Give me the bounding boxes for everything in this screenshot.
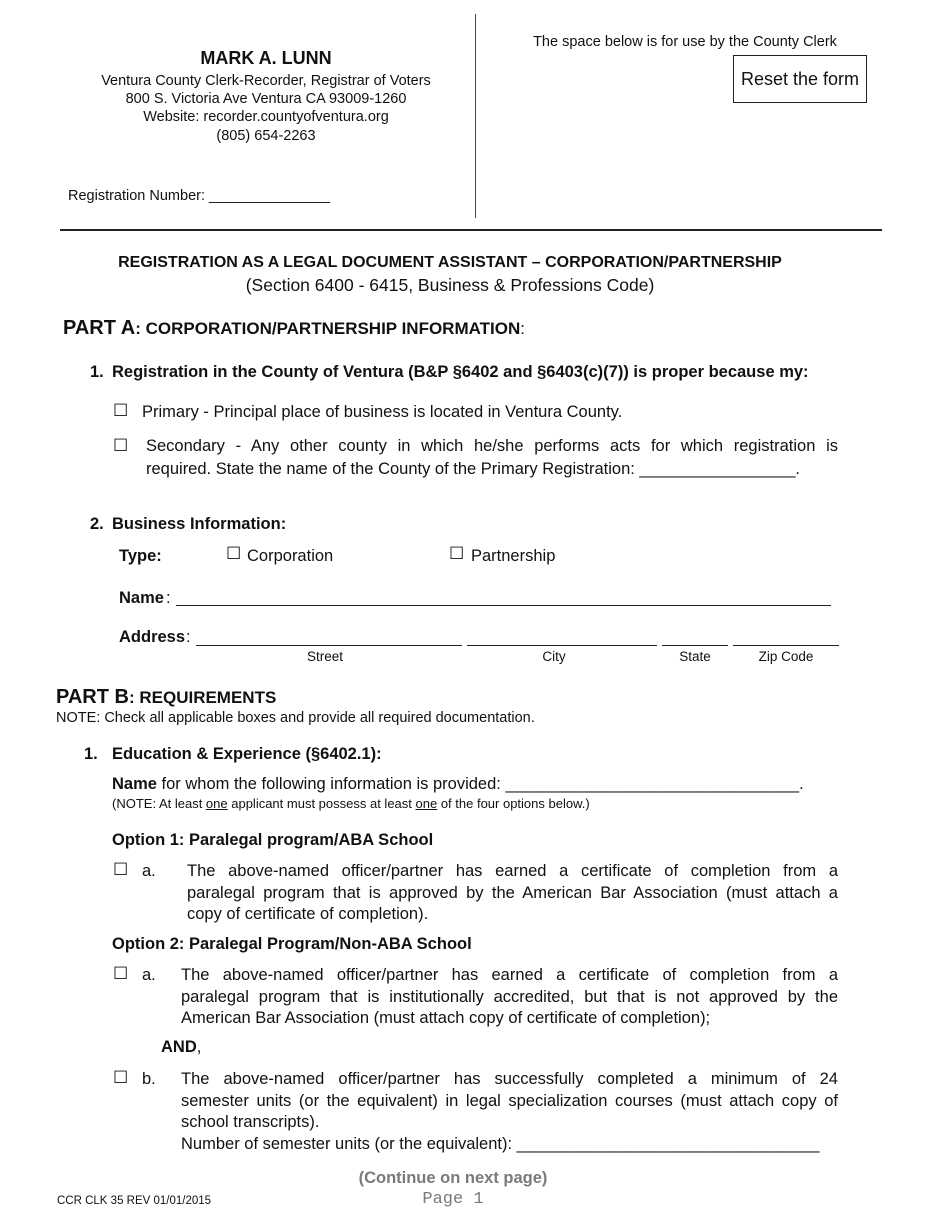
zip-input[interactable] — [733, 645, 839, 646]
a1-number: 1. — [90, 363, 104, 381]
zip-caption: Zip Code — [758, 649, 814, 664]
applicant-note-emph: one — [205, 796, 228, 811]
option2-b-line2: semester units (or the equivalent) in legal specialization courses (must attach copy of — [181, 1091, 838, 1110]
street-caption: Street — [306, 649, 344, 664]
secondary-option-line1: Secondary - Any other county in which he/she performs acts for which registration is — [146, 437, 838, 455]
partnership-checkbox[interactable]: ☐ — [449, 544, 465, 563]
state-input[interactable] — [662, 645, 728, 646]
corporation-checkbox[interactable]: ☐ — [226, 544, 242, 563]
clerk-use-note: The space below is for use by the County Clerk — [533, 34, 837, 50]
option2-b-text — [181, 1069, 838, 1155]
and-word: AND — [161, 1038, 197, 1056]
a1-question: Registration in the County of Ventura (B&P §6402 and §6403(c)(7)) is proper because my: — [112, 363, 809, 381]
clerk-website: Website: recorder.countyofventura.org — [143, 109, 389, 125]
part-a-title: : CORPORATION/PARTNERSHIP INFORMATION — [135, 319, 521, 338]
clerk-phone: (805) 654-2263 — [216, 128, 316, 144]
option2-b-letter: b. — [142, 1070, 156, 1088]
part-b-label: PART B — [56, 686, 129, 708]
part-a-colon: : — [520, 319, 525, 338]
header-divider — [475, 14, 476, 218]
page-number: Page 1 — [422, 1190, 484, 1209]
name-label: Name — [119, 589, 164, 607]
option1-a-line1: The above-named officer/partner has earned a certificate of completion from a — [187, 862, 838, 880]
applicant-note-emph: one — [415, 796, 438, 811]
option1-a-checkbox[interactable]: ☐ — [113, 860, 129, 879]
option2-a-letter: a. — [142, 966, 156, 984]
header-rule — [60, 229, 882, 231]
and-comma: , — [196, 1038, 202, 1056]
form-subtitle: (Section 6400 - 6415, Business & Professions Code) — [245, 275, 655, 295]
part-a-heading — [63, 317, 525, 340]
applicant-name-rest: for whom the following information is provided: ________________________________. — [156, 775, 804, 793]
registration-number-field[interactable]: Registration Number: _______________ — [68, 188, 330, 204]
continue-note: (Continue on next page) — [358, 1169, 548, 1187]
clerk-name: MARK A. LUNN — [200, 48, 332, 68]
applicant-name-label: Name — [112, 775, 157, 793]
applicant-note-part: (NOTE: At least — [112, 796, 206, 811]
applicant-note-part: of the four options below.) — [437, 796, 590, 811]
clerk-title: Ventura County Clerk-Recorder, Registrar of Voters — [101, 73, 431, 89]
secondary-option-line2[interactable]: required. State the name of the County of the Primary Registration: _________________. — [146, 460, 801, 478]
option2-a-line1: The above-named officer/partner has earned a certificate of completion from a — [181, 966, 838, 984]
option1-title: Option 1: Paralegal program/ABA School — [112, 831, 434, 849]
option1-a-line2: paralegal program that is approved by the American Bar Association (must attach a — [187, 883, 838, 902]
city-caption: City — [542, 649, 566, 664]
name-colon: : — [166, 589, 171, 607]
applicant-note — [112, 796, 590, 811]
part-b-title: : REQUIREMENTS — [128, 688, 277, 707]
street-input[interactable] — [196, 645, 462, 646]
option2-a-line3: American Bar Association (must attach copy of certificate of completion); — [181, 1009, 711, 1027]
option1-a-text — [187, 861, 838, 926]
option2-b-checkbox[interactable]: ☐ — [113, 1068, 129, 1087]
applicant-name-field[interactable] — [112, 775, 804, 794]
part-b-heading — [56, 686, 276, 709]
option1-a-line3: copy of certificate of completion). — [187, 905, 429, 923]
option2-a-line2: paralegal program that is institutionally accredited, but that is not approved by the — [181, 987, 838, 1006]
applicant-note-part: applicant must possess at least — [227, 796, 416, 811]
option2-a-checkbox[interactable]: ☐ — [113, 964, 129, 983]
option1-a-letter: a. — [142, 862, 156, 880]
clerk-address: 800 S. Victoria Ave Ventura CA 93009-1260 — [125, 91, 407, 107]
secondary-checkbox[interactable]: ☐ — [113, 436, 129, 455]
form-title: REGISTRATION AS A LEGAL DOCUMENT ASSISTANT – CORPORATION/PARTNERSHIP — [118, 254, 782, 271]
option2-b-line3: school transcripts). — [181, 1113, 320, 1131]
primary-checkbox[interactable]: ☐ — [113, 401, 129, 420]
and-connector — [161, 1038, 201, 1057]
b1-number: 1. — [84, 745, 98, 763]
part-a-label: PART A — [63, 317, 136, 339]
semester-units-field[interactable]: Number of semester units (or the equivalent): _________________________________ — [181, 1134, 820, 1153]
address-label: Address — [119, 628, 186, 646]
address-colon: : — [186, 628, 191, 646]
state-caption: State — [679, 649, 711, 664]
corporation-label: Corporation — [247, 547, 334, 565]
b1-question: Education & Experience (§6402.1): — [112, 745, 382, 763]
form-id: CCR CLK 35 REV 01/01/2015 — [57, 1195, 212, 1207]
type-label: Type: — [119, 547, 162, 565]
primary-option-label: Primary - Principal place of business is located in Ventura County. — [142, 403, 623, 421]
a2-question: Business Information: — [112, 515, 287, 533]
business-name-input[interactable] — [176, 605, 831, 606]
city-input[interactable] — [467, 645, 657, 646]
option2-b-line1: The above-named officer/partner has successfully completed a minimum of 24 — [181, 1070, 838, 1088]
part-b-note: NOTE: Check all applicable boxes and provide all required documentation. — [56, 710, 535, 726]
option2-title: Option 2: Paralegal Program/Non-ABA School — [112, 935, 472, 953]
reset-form-button[interactable]: Reset the form — [733, 55, 867, 103]
partnership-label: Partnership — [471, 547, 556, 565]
option2-a-text — [181, 965, 838, 1030]
a2-number: 2. — [90, 515, 104, 533]
